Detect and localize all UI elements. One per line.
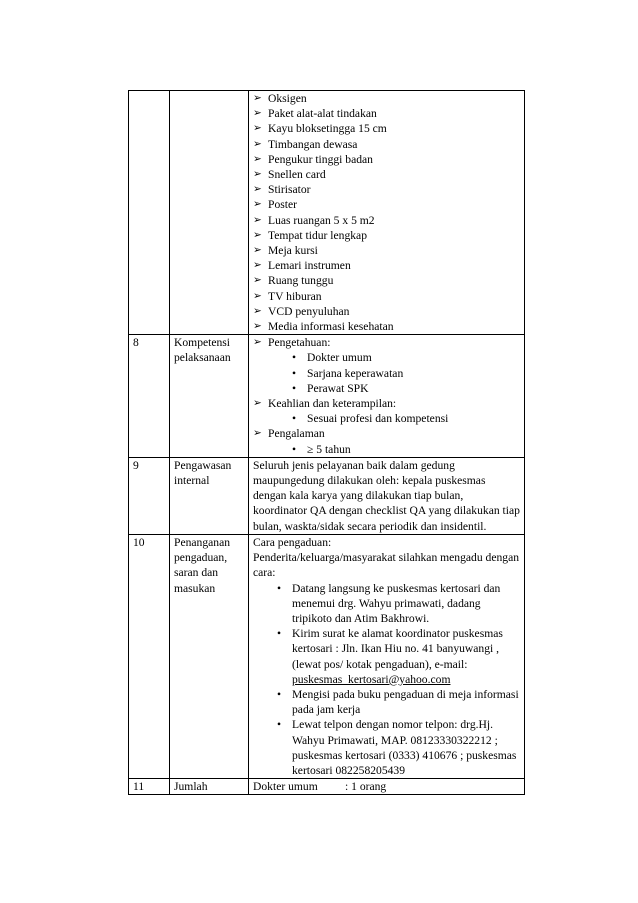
row-content-cell	[249, 779, 525, 795]
requirements-table	[128, 90, 525, 795]
list-item: ➢ Oksigen	[253, 91, 520, 106]
table-row	[129, 457, 525, 534]
sub-list	[268, 350, 520, 396]
group-title: Pengetahuan:	[268, 336, 331, 350]
row-label-cell: Pengawasan internal	[170, 457, 249, 534]
row-content-cell	[249, 457, 525, 534]
row-content-cell	[249, 335, 525, 458]
row-label-cell	[170, 91, 249, 335]
list-item: ➢ Paket alat-alat tindakan	[253, 106, 520, 121]
complaint-methods-list	[253, 581, 520, 779]
list-item: • Datang langsung ke puskesmas kertosari dan menemui drg. Wahyu primawati, dadang tripikoto dan Atim Bakhrowi.	[277, 581, 520, 627]
list-item	[277, 626, 520, 687]
row-number-cell	[129, 91, 170, 335]
list-item: • Mengisi pada buku pengaduan di meja informasi pada jam kerja	[277, 687, 520, 717]
list-item: • Lewat telpon dengan nomor telpon: drg.Hj. Wahyu Primawati, MAP. 08123330322212 ; puskesmas kertosari (0333) 410676 ; puskesmas kertosari 082258205439	[277, 717, 520, 778]
row-label-cell: Penanganan pengaduan, saran dan masukan	[170, 534, 249, 778]
staff-role: Dokter umum	[253, 780, 318, 794]
row-number-cell: 11	[129, 779, 170, 795]
list-item: ➢ VCD penyuluhan	[253, 304, 520, 319]
list-item: ➢ Snellen card	[253, 167, 520, 182]
complaint-intro: Penderita/keluarga/masyarakat silahkan mengadu dengan cara:	[253, 551, 520, 580]
group-title: Pengalaman	[268, 427, 325, 441]
list-item: ➢ Ruang tunggu	[253, 273, 520, 288]
table-row	[129, 779, 525, 795]
sub-list-item: • Sarjana keperawatan	[292, 366, 520, 381]
list-item: ➢ Timbangan dewasa	[253, 137, 520, 152]
list-item: ➢ TV hiburan	[253, 289, 520, 304]
row-number-cell: 9	[129, 457, 170, 534]
list-item: ➢ Poster	[253, 197, 520, 212]
list-item	[253, 335, 520, 396]
sub-list	[268, 442, 520, 457]
facility-list	[253, 91, 520, 334]
row-content-cell	[249, 534, 525, 778]
sub-list-item: • Dokter umum	[292, 350, 520, 365]
row-label-cell: Kompetensi pelaksanaan	[170, 335, 249, 458]
supervision-text: Seluruh jenis pelayanan baik dalam gedung maupungedung dilakukan oleh: kepala puskesmas dengan kala karya yang dilakukan tiap bulan, koordinator QA dengan checklist QA yang dilakukan tiap bulan, waskta/sidak secara periodik dan insidentil.	[253, 458, 520, 533]
row-number-cell: 10	[129, 534, 170, 778]
table-row	[129, 91, 525, 335]
competency-list	[253, 335, 520, 457]
table-row	[129, 335, 525, 458]
sub-list-item: • ≥ 5 tahun	[292, 442, 520, 457]
list-item: ➢ Pengukur tinggi badan	[253, 152, 520, 167]
row-number-cell: 8	[129, 335, 170, 458]
list-item: ➢ Meja kursi	[253, 243, 520, 258]
row-label-cell: Jumlah	[170, 779, 249, 795]
list-item: ➢ Media informasi kesehatan	[253, 319, 520, 334]
list-item: ➢ Tempat tidur lengkap	[253, 228, 520, 243]
group-title: Keahlian dan keterampilan:	[268, 397, 397, 411]
list-item: ➢ Kayu bloksetingga 15 cm	[253, 121, 520, 136]
list-item: ➢ Lemari instrumen	[253, 258, 520, 273]
list-item: ➢ Luas ruangan 5 x 5 m2	[253, 213, 520, 228]
table-row	[129, 534, 525, 778]
complaint-heading: Cara pengaduan:	[253, 535, 332, 549]
list-item	[253, 426, 520, 456]
sub-list-item: • Perawat SPK	[292, 381, 520, 396]
mail-address-text: Kirim surat ke alamat koordinator puskesmas kertosari : Jln. Ikan Hiu no. 41 banyuwangi , (lewat pos/ kotak pengaduan), e-mail:	[292, 627, 503, 671]
sub-list-item: • Sesuai profesi dan kompetensi	[292, 411, 520, 426]
email-link[interactable]: puskesmas_kertosari@yahoo.com	[292, 672, 451, 686]
row-content-cell	[249, 91, 525, 335]
sub-list	[268, 411, 520, 426]
list-item: ➢ Stirisator	[253, 182, 520, 197]
list-item	[253, 396, 520, 426]
staff-count: : 1 orang	[345, 780, 387, 794]
